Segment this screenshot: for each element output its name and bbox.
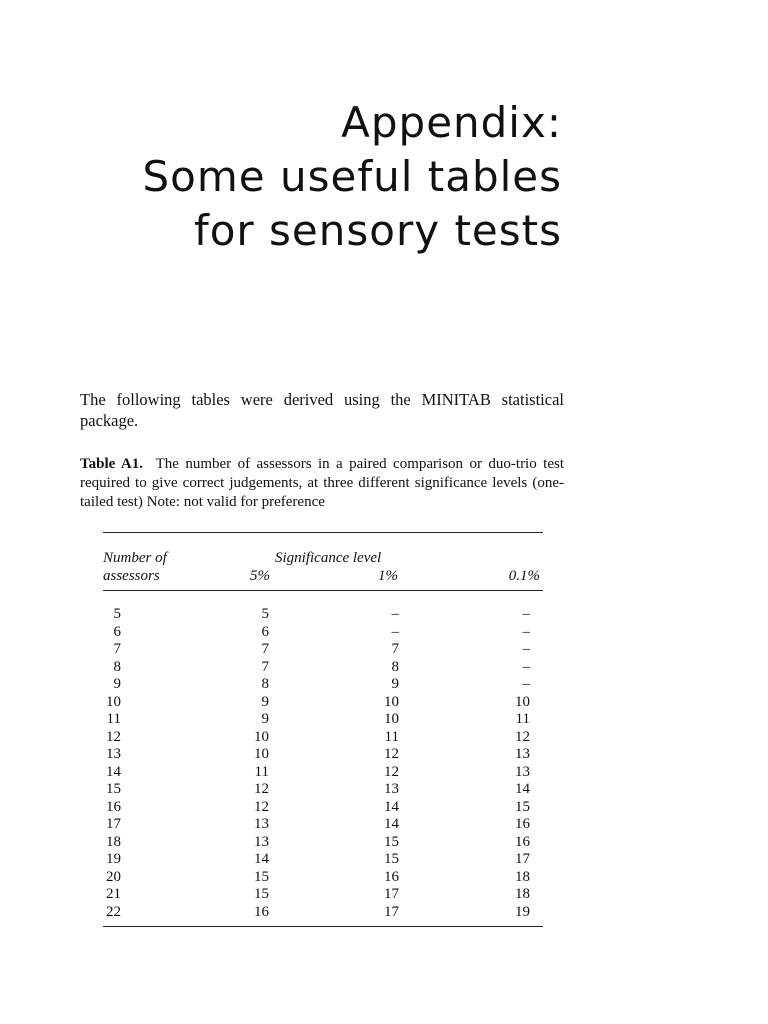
- column-header-5-percent: 5%: [250, 568, 270, 584]
- cell-5-percent: 15: [254, 868, 269, 885]
- cell-5-percent: 13: [254, 833, 269, 850]
- cell-5-percent: 16: [254, 903, 269, 920]
- cell-1-percent: 15: [384, 851, 399, 867]
- page-title: [143, 96, 562, 258]
- cell-5-percent: 13: [254, 816, 269, 832]
- cell-assessors: 5: [113, 606, 121, 622]
- cell-0-1-percent: 13: [515, 763, 530, 780]
- title-line: Appendix:: [341, 98, 562, 147]
- table-row: [0, 659, 768, 677]
- cell-5-percent: 12: [254, 798, 269, 815]
- table-row: [0, 869, 768, 887]
- cell-assessors: 9: [113, 676, 121, 692]
- cell-5-percent: 6: [261, 623, 269, 640]
- table-top-rule: [103, 532, 543, 533]
- table-header-rule: [103, 590, 543, 591]
- table-row: [0, 711, 768, 729]
- cell-5-percent: 10: [254, 746, 269, 762]
- cell-5-percent: 9: [261, 693, 269, 710]
- table-row: [0, 904, 768, 922]
- cell-1-percent: 12: [384, 763, 399, 780]
- cell-assessors: 22: [106, 903, 121, 920]
- cell-5-percent: 9: [261, 711, 269, 727]
- cell-0-1-percent: 11: [515, 711, 530, 727]
- cell-assessors: 17: [106, 816, 121, 832]
- table-row: [0, 834, 768, 852]
- cell-5-percent: 5: [261, 606, 269, 622]
- table-caption-label: Table A1.: [80, 456, 143, 472]
- cell-1-percent: 14: [384, 816, 399, 832]
- cell-5-percent: 10: [254, 728, 269, 745]
- table-row: [0, 746, 768, 764]
- cell-5-percent: 7: [261, 658, 269, 675]
- cell-0-1-percent: 18: [515, 886, 530, 902]
- table-row: [0, 851, 768, 869]
- cell-0-1-percent: 15: [515, 798, 530, 815]
- cell-assessors: 12: [106, 728, 121, 745]
- cell-5-percent: 7: [261, 641, 269, 657]
- table-body: [0, 606, 768, 921]
- cell-5-percent: 12: [254, 781, 269, 797]
- cell-0-1-percent: 18: [515, 868, 530, 885]
- cell-0-1-percent: 16: [515, 816, 530, 832]
- intro-paragraph: The following tables were derived using the MINITAB statistical package.: [80, 389, 564, 430]
- cell-1-percent: 16: [384, 868, 399, 885]
- cell-1-percent: 14: [384, 798, 399, 815]
- table-row: [0, 729, 768, 747]
- table-row: [0, 624, 768, 642]
- cell-0-1-percent: –: [522, 623, 530, 640]
- cell-assessors: 20: [106, 868, 121, 885]
- cell-1-percent: 17: [384, 886, 399, 902]
- cell-assessors: 10: [106, 693, 121, 710]
- table-caption: [80, 455, 564, 512]
- cell-1-percent: –: [391, 606, 399, 622]
- cell-1-percent: 8: [391, 658, 399, 675]
- cell-0-1-percent: –: [522, 676, 530, 692]
- cell-1-percent: 9: [391, 676, 399, 692]
- cell-0-1-percent: –: [522, 606, 530, 622]
- cell-0-1-percent: 14: [515, 781, 530, 797]
- table-row: [0, 676, 768, 694]
- cell-1-percent: –: [391, 623, 399, 640]
- title-line: Some useful tables: [142, 152, 562, 201]
- table-caption-text: The number of assessors in a paired comparison or duo-trio test required to give correct judgements, at three different significance levels (one-tailed test) Note: not valid for preference: [80, 456, 564, 510]
- column-header-1-percent: 1%: [378, 568, 398, 584]
- cell-5-percent: 14: [254, 851, 269, 867]
- cell-5-percent: 8: [261, 676, 269, 692]
- cell-assessors: 7: [113, 641, 121, 657]
- cell-assessors: 15: [106, 781, 121, 797]
- column-header-number: Number of: [103, 550, 167, 566]
- cell-0-1-percent: 12: [515, 728, 530, 745]
- cell-5-percent: 11: [254, 763, 269, 780]
- column-group-header-significance: Significance level: [275, 550, 382, 566]
- cell-assessors: 13: [106, 746, 121, 762]
- title-line: for sensory tests: [193, 206, 562, 255]
- cell-1-percent: 10: [384, 711, 399, 727]
- table-bottom-rule: [103, 926, 543, 927]
- cell-0-1-percent: 19: [515, 903, 530, 920]
- cell-assessors: 11: [106, 711, 121, 727]
- cell-5-percent: 15: [254, 886, 269, 902]
- cell-0-1-percent: 17: [515, 851, 530, 867]
- table-row: [0, 606, 768, 624]
- cell-assessors: 6: [113, 623, 121, 640]
- cell-assessors: 21: [106, 886, 121, 902]
- cell-0-1-percent: –: [522, 658, 530, 675]
- cell-0-1-percent: 16: [515, 833, 530, 850]
- cell-1-percent: 12: [384, 746, 399, 762]
- column-header-assessors: assessors: [103, 568, 160, 584]
- table-row: [0, 886, 768, 904]
- table-row: [0, 641, 768, 659]
- table-row: [0, 799, 768, 817]
- cell-1-percent: 11: [384, 728, 399, 745]
- cell-assessors: 8: [113, 658, 121, 675]
- table-row: [0, 764, 768, 782]
- cell-assessors: 16: [106, 798, 121, 815]
- column-header-0-1-percent: 0.1%: [508, 568, 540, 584]
- cell-assessors: 18: [106, 833, 121, 850]
- cell-1-percent: 17: [384, 903, 399, 920]
- cell-1-percent: 7: [391, 641, 399, 657]
- cell-1-percent: 15: [384, 833, 399, 850]
- cell-0-1-percent: 13: [515, 746, 530, 762]
- table-row: [0, 781, 768, 799]
- cell-assessors: 14: [106, 763, 121, 780]
- cell-1-percent: 10: [384, 693, 399, 710]
- table-row: [0, 816, 768, 834]
- cell-0-1-percent: 10: [515, 693, 530, 710]
- table-row: [0, 694, 768, 712]
- cell-1-percent: 13: [384, 781, 399, 797]
- cell-0-1-percent: –: [522, 641, 530, 657]
- cell-assessors: 19: [106, 851, 121, 867]
